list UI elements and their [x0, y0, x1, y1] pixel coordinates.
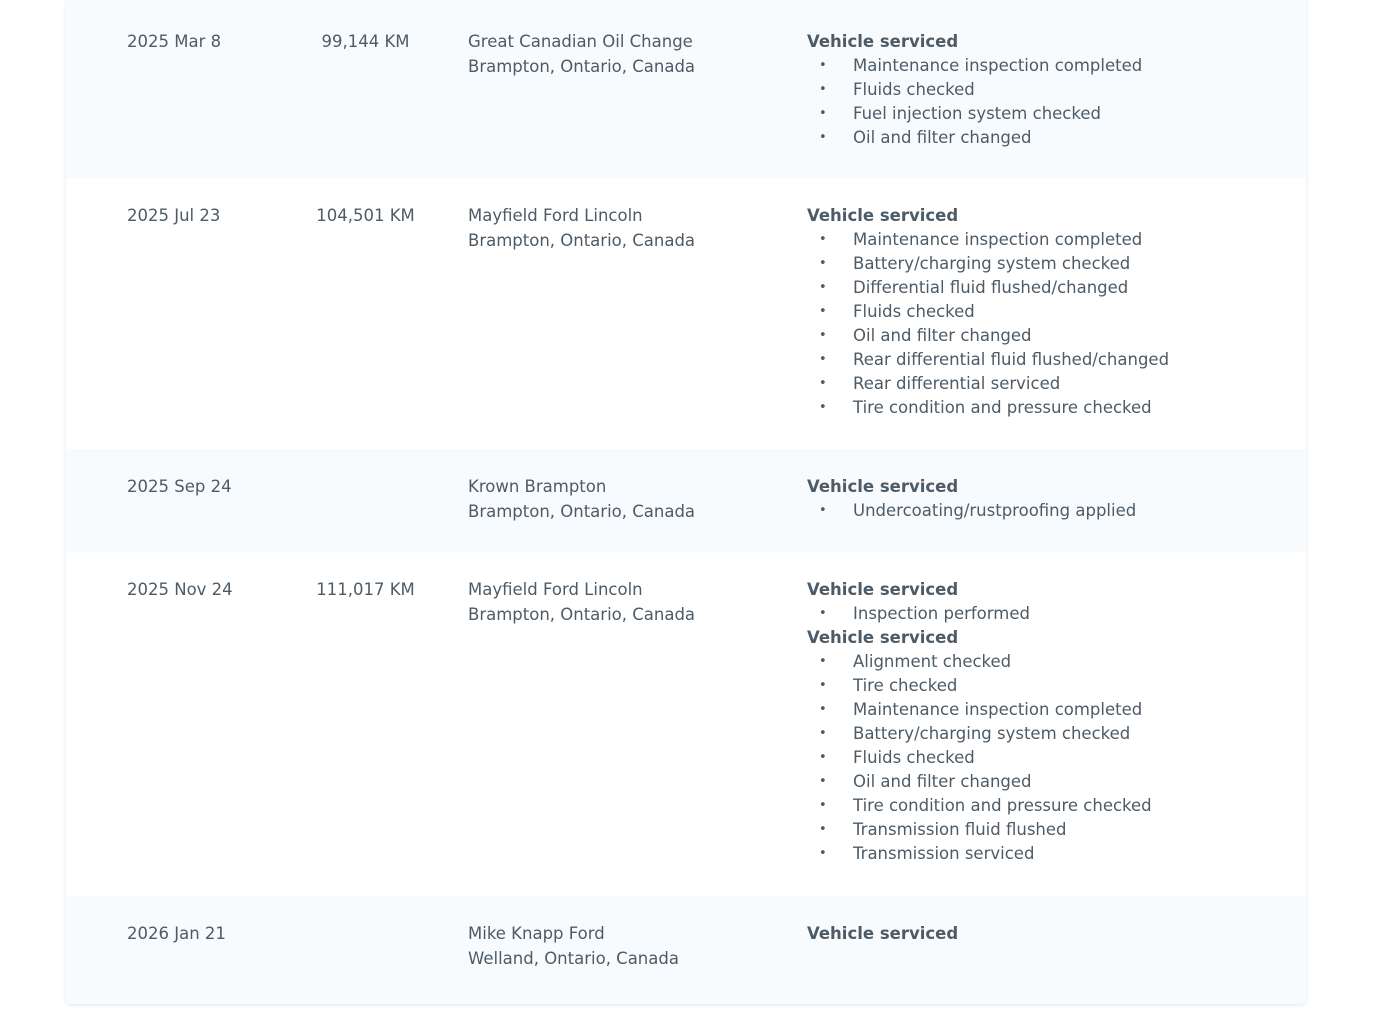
source-name: Great Canadian Oil Change [468, 32, 693, 51]
service-group-title: Vehicle serviced [807, 628, 959, 647]
service-item: • Undercoating/rustproofing applied [807, 499, 1286, 523]
record-source [468, 921, 679, 971]
service-item-list [807, 602, 1286, 626]
service-item-list [807, 650, 1286, 866]
service-item: • Oil and filter changed [807, 324, 1286, 348]
service-item-list [807, 228, 1286, 420]
record-services [807, 922, 1286, 946]
record-date: 2025 Nov 24 [127, 580, 233, 599]
service-item: • Transmission serviced [807, 842, 1286, 866]
service-item: • Tire condition and pressure checked [807, 396, 1286, 420]
record-services [807, 30, 1286, 150]
record-source [468, 203, 695, 253]
service-item: • Transmission fluid flushed [807, 818, 1286, 842]
service-item: • Oil and filter changed [807, 770, 1286, 794]
service-item: • Tire checked [807, 674, 1286, 698]
service-group-title: Vehicle serviced [807, 206, 959, 225]
service-group-title: Vehicle serviced [807, 924, 959, 943]
record-services [807, 578, 1286, 866]
record-odometer: 111,017 KM [316, 580, 415, 599]
record-source [468, 577, 695, 627]
service-item: • Fuel injection system checked [807, 102, 1286, 126]
service-item: • Fluids checked [807, 78, 1286, 102]
service-item-list [807, 499, 1286, 523]
service-group-title: Vehicle serviced [807, 580, 959, 599]
source-location: Brampton, Ontario, Canada [468, 57, 696, 76]
record-services [807, 475, 1286, 523]
record-odometer: 99,144 KM [321, 32, 410, 51]
service-record-row [66, 449, 1306, 552]
service-item: • Oil and filter changed [807, 126, 1286, 150]
service-item: • Rear differential serviced [807, 372, 1286, 396]
service-item: • Differential fluid flushed/changed [807, 276, 1286, 300]
record-source [468, 474, 695, 524]
service-record-row [66, 896, 1306, 1004]
service-item: • Battery/charging system checked [807, 252, 1286, 276]
source-name: Mike Knapp Ford [468, 924, 605, 943]
service-group-title: Vehicle serviced [807, 32, 959, 51]
service-item-list [807, 54, 1286, 150]
service-item: • Maintenance inspection completed [807, 228, 1286, 252]
record-date: 2026 Jan 21 [127, 924, 226, 943]
service-item: • Fluids checked [807, 746, 1286, 770]
service-item: • Battery/charging system checked [807, 722, 1286, 746]
record-date: 2025 Jul 23 [127, 206, 221, 225]
service-record-row [66, 178, 1306, 449]
service-record-row [66, 552, 1306, 896]
source-location: Brampton, Ontario, Canada [468, 605, 696, 624]
service-item: • Fluids checked [807, 300, 1286, 324]
record-date: 2025 Sep 24 [127, 477, 232, 496]
source-name: Mayfield Ford Lincoln [468, 580, 643, 599]
source-name: Krown Brampton [468, 477, 607, 496]
record-odometer: 104,501 KM [316, 206, 415, 225]
service-record-row [66, 0, 1306, 178]
source-name: Mayfield Ford Lincoln [468, 206, 643, 225]
service-item: • Maintenance inspection completed [807, 698, 1286, 722]
service-item: • Inspection performed [807, 602, 1286, 626]
service-item: • Alignment checked [807, 650, 1286, 674]
record-services [807, 204, 1286, 420]
service-history-table [66, 0, 1306, 1004]
service-item: • Maintenance inspection completed [807, 54, 1286, 78]
source-location: Brampton, Ontario, Canada [468, 231, 696, 250]
service-item: • Rear differential fluid flushed/changed [807, 348, 1286, 372]
source-location: Brampton, Ontario, Canada [468, 502, 696, 521]
service-item: • Tire condition and pressure checked [807, 794, 1286, 818]
service-group-title: Vehicle serviced [807, 477, 959, 496]
source-location: Welland, Ontario, Canada [468, 949, 679, 968]
record-source [468, 29, 695, 79]
record-date: 2025 Mar 8 [127, 32, 222, 51]
